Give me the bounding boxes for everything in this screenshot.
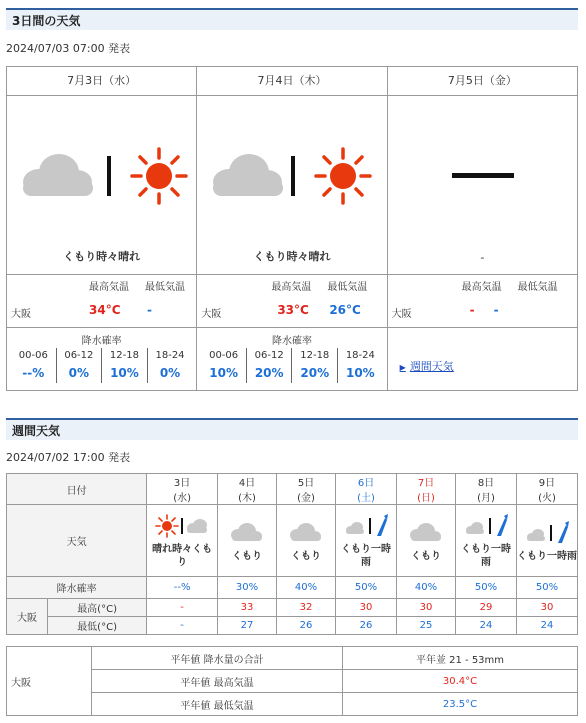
- pop-time: 18-24: [155, 350, 185, 361]
- week-weather-label: くもり: [232, 550, 263, 562]
- week-day: 3日: [173, 478, 191, 489]
- temp-box: [197, 275, 386, 327]
- min-temp: 26°C: [329, 303, 361, 317]
- week-pop: 40%: [397, 577, 456, 599]
- temp-box: [388, 275, 577, 327]
- cloud-rain-icon: [518, 519, 576, 547]
- week-weather-cell: [456, 505, 517, 577]
- week-date-cell: [277, 474, 336, 505]
- normals-value: 23.5°C: [343, 693, 578, 716]
- pop-title: 降水確率: [271, 336, 312, 347]
- pop-value: 10%: [209, 366, 238, 380]
- week-min: 27: [218, 617, 277, 635]
- max-temp-header: 最高気温: [89, 282, 129, 293]
- week-weather-label: くもり一時雨: [516, 550, 577, 562]
- week-weather-cell: [516, 505, 577, 577]
- weekly-issued: 2024/07/02 17:00 発表: [6, 451, 131, 464]
- week-date-cell: [397, 474, 456, 505]
- cloud-icon: [277, 519, 335, 547]
- week-pop: 30%: [218, 577, 277, 599]
- week-pop: 50%: [336, 577, 397, 599]
- week-day: 6日: [357, 478, 375, 489]
- week-pop: 50%: [516, 577, 577, 599]
- day-date: 7月3日（水）: [67, 74, 137, 87]
- normals-label: 平年値 最高気温: [92, 670, 343, 693]
- normals-label: 平年値 降水量の合計: [92, 647, 343, 670]
- week-pop: 40%: [277, 577, 336, 599]
- week-date-cell: [516, 474, 577, 505]
- max-header: 最高(°C): [48, 599, 147, 617]
- pop-value: 0%: [159, 366, 181, 380]
- pop-box: [197, 328, 386, 390]
- min-header: 最低(°C): [48, 617, 147, 635]
- week-date-cell: [147, 474, 218, 505]
- max-temp: 33°C: [277, 303, 309, 317]
- day-weather-label: くもり時々晴れ: [253, 250, 331, 263]
- pop-value: --%: [22, 366, 45, 380]
- day-date: 7月4日（木）: [257, 74, 327, 87]
- day-weather-cell: [7, 96, 196, 274]
- day-weather-label: くもり時々晴れ: [63, 250, 141, 263]
- week-weather-cell: [336, 505, 397, 577]
- pop-time: 00-06: [209, 350, 239, 361]
- week-day: 8日: [477, 478, 495, 489]
- day-weather-cell: [388, 96, 577, 274]
- area-name: 大阪: [391, 309, 412, 320]
- week-min: 26: [277, 617, 336, 635]
- cloud-rain-icon: [337, 512, 395, 540]
- min-temp-header: 最低気温: [327, 282, 368, 293]
- pop-title: 降水確率: [81, 336, 122, 347]
- week-weather-cell: [277, 505, 336, 577]
- week-max: 30: [397, 599, 456, 617]
- week-pop: --%: [147, 577, 218, 599]
- cloud-rain-icon: [457, 512, 515, 540]
- week-date-cell: [336, 474, 397, 505]
- pop-value: 20%: [254, 366, 284, 380]
- day-weather-label: -: [480, 251, 485, 264]
- week-weekday: (月): [477, 493, 495, 504]
- normals-table: [6, 646, 578, 716]
- week-day: 4日: [238, 478, 256, 489]
- week-weekday: (火): [538, 493, 556, 504]
- min-temp-header: 最低気温: [517, 282, 558, 293]
- week-weekday: (日): [417, 493, 435, 504]
- min-temp-header: 最低気温: [145, 282, 185, 293]
- pop-time: 06-12: [254, 350, 284, 361]
- pop-header: 降水確率: [7, 577, 147, 599]
- three-day-title: 3日間の天気: [6, 8, 578, 30]
- cloud-sometimes-sun-icon: [197, 124, 387, 244]
- week-day: 5日: [297, 478, 315, 489]
- weekly-weather-link[interactable]: ▶ 週間天気: [400, 358, 454, 374]
- week-date-cell: [218, 474, 277, 505]
- week-weather-label: くもり: [411, 550, 442, 562]
- weekly-link-box: [388, 328, 577, 390]
- normals-area: 大阪: [7, 647, 92, 716]
- week-weather-label: くもり: [291, 550, 322, 562]
- pop-time: 06-12: [64, 350, 94, 361]
- weather-header: 天気: [7, 505, 147, 577]
- week-area: 大阪: [7, 599, 48, 635]
- week-min: 24: [516, 617, 577, 635]
- pop-time: 12-18: [300, 350, 330, 361]
- week-max: -: [147, 599, 218, 617]
- three-day-table: [6, 66, 578, 391]
- pop-time: 00-06: [18, 350, 48, 361]
- week-weekday: (木): [238, 493, 256, 504]
- pop-time: 18-24: [345, 350, 375, 361]
- week-weather-label: くもり一時雨: [341, 544, 392, 568]
- week-max: 33: [218, 599, 277, 617]
- week-pop: 50%: [456, 577, 517, 599]
- cloud-icon: [397, 519, 455, 547]
- normals-value: 30.4°C: [343, 670, 578, 693]
- day-date: 7月5日（金）: [447, 74, 517, 87]
- pop-box: [7, 328, 196, 390]
- day-weather-cell: [197, 96, 386, 274]
- min-temp: -: [147, 303, 152, 317]
- area-name: 大阪: [201, 309, 222, 320]
- week-weather-label: 晴れ時々くもり: [152, 544, 213, 568]
- week-min: 25: [397, 617, 456, 635]
- area-name: 大阪: [11, 309, 31, 320]
- week-max: 30: [516, 599, 577, 617]
- week-day: 9日: [538, 478, 556, 489]
- weekly-table: [6, 473, 578, 635]
- week-max: 32: [277, 599, 336, 617]
- week-max: 30: [336, 599, 397, 617]
- pop-value: 10%: [110, 366, 139, 380]
- max-temp-header: 最高気温: [271, 282, 312, 293]
- pop-value: 20%: [300, 366, 330, 380]
- max-temp: -: [469, 303, 475, 317]
- week-min: 24: [456, 617, 517, 635]
- max-temp-header: 最高気温: [461, 282, 502, 293]
- cloud-sometimes-sun-icon: [7, 124, 197, 244]
- week-weather-cell: [218, 505, 277, 577]
- max-temp: 34°C: [89, 303, 121, 317]
- date-header: 日付: [7, 474, 147, 505]
- week-weekday: (水): [173, 493, 192, 504]
- normals-value: 平年並 21 - 53mm: [343, 647, 578, 670]
- week-min: -: [147, 617, 218, 635]
- weekly-title: 週間天気: [6, 418, 578, 440]
- normals-label: 平年値 最低気温: [92, 693, 343, 716]
- three-day-issued: 2024/07/03 07:00 発表: [6, 42, 131, 55]
- week-weekday: (金): [297, 493, 315, 504]
- week-day: 7日: [417, 478, 435, 489]
- week-weather-cell: [147, 505, 218, 577]
- temp-box: [7, 275, 196, 327]
- pop-value: 0%: [68, 366, 90, 380]
- pop-time: 12-18: [109, 350, 139, 361]
- week-weather-label: くもり一時雨: [461, 544, 511, 568]
- week-date-cell: [456, 474, 517, 505]
- week-max: 29: [456, 599, 517, 617]
- dash-icon: [388, 124, 578, 244]
- sun-sometimes-cloud-icon: [153, 512, 211, 540]
- week-weekday: (土): [357, 493, 375, 504]
- min-temp: -: [493, 303, 499, 317]
- cloud-icon: [218, 519, 276, 547]
- week-weather-cell: [397, 505, 456, 577]
- week-min: 26: [336, 617, 397, 635]
- pop-value: 10%: [345, 366, 375, 380]
